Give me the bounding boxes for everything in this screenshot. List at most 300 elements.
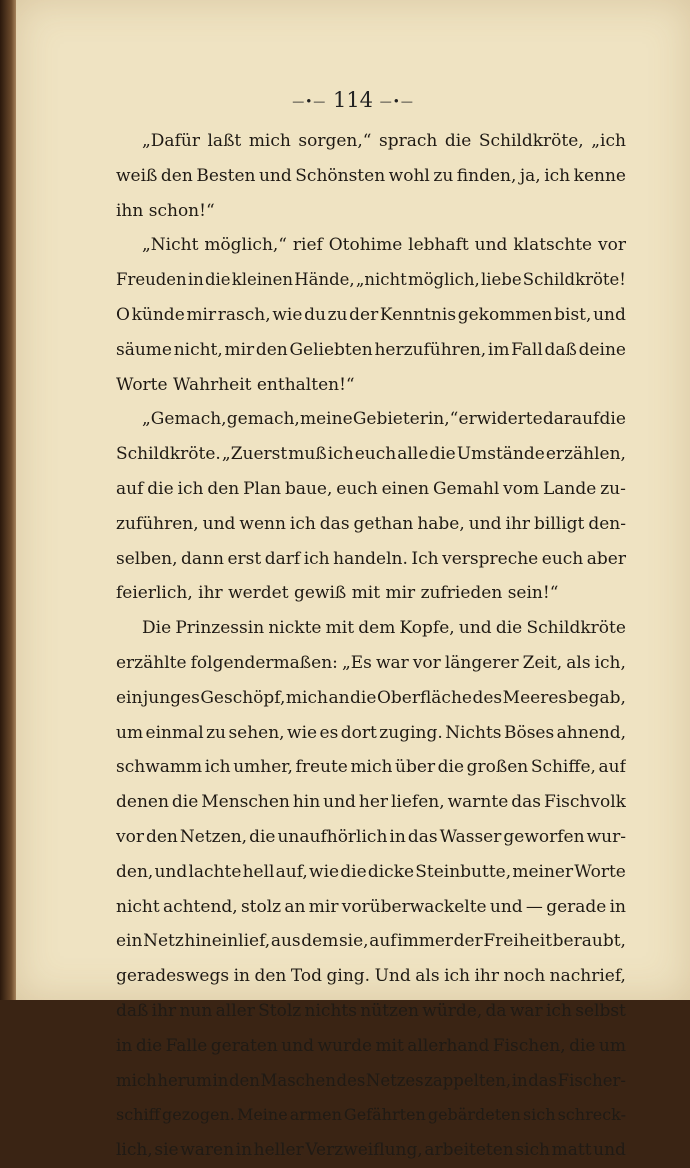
word: die xyxy=(495,618,523,639)
word: Die xyxy=(142,618,172,639)
word: das xyxy=(407,826,438,847)
word: die xyxy=(444,131,472,151)
word: die xyxy=(437,757,465,778)
text-line xyxy=(116,228,626,263)
word: vorüberwackelte xyxy=(341,896,487,917)
word: dort xyxy=(340,722,377,743)
word: klatschte xyxy=(513,235,593,256)
text-line xyxy=(116,785,626,820)
word: nickte xyxy=(268,618,322,639)
word: den xyxy=(145,826,178,847)
word: euch xyxy=(541,548,584,569)
word: und xyxy=(468,513,502,534)
text-line xyxy=(116,959,626,994)
word: waren xyxy=(180,1140,235,1161)
word: der xyxy=(453,931,483,952)
word: Ich xyxy=(411,548,439,569)
word: und xyxy=(474,235,508,256)
text-line xyxy=(116,402,626,437)
word: ihr xyxy=(151,1000,177,1021)
word: in xyxy=(187,270,204,290)
body-text xyxy=(116,124,626,1168)
word: als xyxy=(566,652,591,673)
word: den xyxy=(255,339,288,360)
word: wie xyxy=(272,304,303,325)
word: Netzes xyxy=(365,1070,424,1090)
word: die xyxy=(350,687,377,708)
word: Nichts xyxy=(445,722,502,743)
word: „nicht xyxy=(355,270,407,290)
word: als xyxy=(415,966,440,987)
word: der xyxy=(349,304,379,325)
word: habe, xyxy=(417,513,465,534)
word: gethan xyxy=(353,513,414,534)
text-line xyxy=(116,611,626,646)
word: meine xyxy=(300,409,353,430)
word: den- xyxy=(588,513,626,534)
word: auf, xyxy=(275,861,308,882)
text-line xyxy=(116,924,626,959)
word: erzählte xyxy=(116,652,187,673)
word: mit xyxy=(351,583,386,604)
word: das xyxy=(528,1070,558,1090)
word: vor xyxy=(116,826,144,847)
word: Schildkröte. xyxy=(116,444,221,465)
word: baue, xyxy=(284,478,333,499)
word: aus xyxy=(270,931,301,952)
word: kenne xyxy=(573,165,626,186)
word: schreck- xyxy=(557,1105,626,1125)
word: da xyxy=(485,1000,507,1021)
word: möglich,“ xyxy=(204,235,287,256)
word: mich xyxy=(248,131,291,151)
word: säume xyxy=(116,339,172,360)
word: vom xyxy=(503,478,540,499)
word: handeln. xyxy=(333,548,408,569)
word: finden, xyxy=(456,165,517,186)
text-line xyxy=(116,1064,626,1099)
word: selbst xyxy=(575,1000,626,1021)
word: Schildkröte xyxy=(526,618,626,639)
text-line xyxy=(116,820,626,855)
word: Besten xyxy=(196,165,256,186)
word: des xyxy=(336,1070,366,1090)
word: lebhaft xyxy=(408,235,469,256)
word: Kopfe, xyxy=(399,618,455,639)
word: rasch, xyxy=(217,304,271,325)
word: stolz xyxy=(240,896,282,917)
word: ein xyxy=(116,687,143,708)
word: Gefährten xyxy=(343,1105,426,1125)
word: mir xyxy=(224,339,255,360)
text-line xyxy=(116,159,626,194)
word: Fischvolk xyxy=(543,792,626,813)
word: wie xyxy=(287,722,318,743)
word: auf xyxy=(598,757,626,778)
word: Falle xyxy=(165,1035,208,1056)
text-line xyxy=(116,263,626,298)
word: war xyxy=(375,652,409,673)
word: nützen xyxy=(360,1000,419,1021)
word: rief xyxy=(292,235,323,256)
word: ein xyxy=(116,931,143,952)
word: matt xyxy=(551,1140,592,1161)
word: ich, xyxy=(594,652,626,673)
text-line xyxy=(116,855,626,890)
word: lich, xyxy=(116,1140,153,1161)
text-line xyxy=(116,1133,626,1168)
word: an xyxy=(328,687,350,708)
text-line xyxy=(116,1098,626,1133)
word: längerer xyxy=(444,652,519,673)
word: erzählen, xyxy=(545,444,626,465)
word: zufrieden xyxy=(420,583,508,604)
word: immer xyxy=(397,931,454,952)
word: Schildkröte, xyxy=(478,131,584,151)
word: ging. xyxy=(326,966,371,987)
word: Meine xyxy=(236,1105,288,1125)
word: gebärdeten xyxy=(427,1105,521,1125)
word: kleinen xyxy=(231,270,294,290)
word: des xyxy=(472,687,503,708)
word: daß xyxy=(544,339,577,360)
word: hin xyxy=(292,792,321,813)
word: mit xyxy=(375,1035,404,1056)
word: einmal xyxy=(145,722,204,743)
word: Netz xyxy=(143,931,184,952)
word: Stolz xyxy=(258,1000,302,1021)
word: das xyxy=(511,792,541,813)
word: selben, xyxy=(116,548,178,569)
word: mich xyxy=(350,757,393,778)
word: vor xyxy=(598,235,626,256)
word: in xyxy=(212,1070,229,1090)
word: nichts xyxy=(304,1000,357,1021)
word: Gemahl xyxy=(432,478,500,499)
word: und xyxy=(593,304,626,325)
text-line xyxy=(116,194,626,229)
word: Prinzessin xyxy=(175,618,265,639)
word: Freuden xyxy=(116,270,187,290)
word: darf xyxy=(264,548,301,569)
word: begab, xyxy=(567,687,626,708)
word: geraten xyxy=(210,1035,278,1056)
word: mit xyxy=(325,618,355,639)
word: „Gemach, xyxy=(142,409,227,430)
word: liefen, xyxy=(391,792,445,813)
word: in xyxy=(389,826,406,847)
word: Maschen xyxy=(260,1070,336,1090)
word: ja, xyxy=(519,165,541,186)
word: in xyxy=(116,1035,133,1056)
word: sprach xyxy=(379,131,438,151)
word: Fischen, xyxy=(492,1035,566,1056)
word: „Es xyxy=(341,652,372,673)
word: umher, xyxy=(233,757,293,778)
word: und xyxy=(323,792,356,813)
word: die xyxy=(147,478,174,499)
word: zu xyxy=(327,304,348,325)
word: und xyxy=(593,1140,626,1161)
word: wenn xyxy=(239,513,286,534)
word: laßt xyxy=(207,131,242,151)
word: und xyxy=(258,165,292,186)
word: deine xyxy=(578,339,626,360)
word: vor xyxy=(412,652,441,673)
word: ihr xyxy=(505,513,531,534)
text-line xyxy=(116,368,626,403)
word: aller xyxy=(215,1000,255,1021)
word: um xyxy=(598,1035,626,1056)
word: herzuführen, xyxy=(374,339,487,360)
word: meiner xyxy=(512,861,574,882)
word: wie xyxy=(309,861,340,882)
word: Netzen, xyxy=(179,826,248,847)
word: schon!“ xyxy=(148,200,215,221)
word: Schönsten xyxy=(295,165,386,186)
book-spine-edge xyxy=(0,0,16,1000)
word: es xyxy=(319,722,339,743)
word: Worte xyxy=(116,374,173,395)
word: würde, xyxy=(422,1000,483,1021)
word: geradeswegs xyxy=(116,966,230,987)
word: herum xyxy=(157,1070,212,1090)
word: nun xyxy=(179,1000,213,1021)
word: dem xyxy=(358,618,396,639)
word: Wasser xyxy=(439,826,502,847)
word: schwamm xyxy=(116,757,203,778)
word: sein!“ xyxy=(507,583,559,604)
word: Fall xyxy=(511,339,543,360)
word: erst xyxy=(227,548,262,569)
word: ich xyxy=(444,966,470,987)
word: Meeres xyxy=(502,687,568,708)
word: feierlich, xyxy=(116,583,199,604)
text-line xyxy=(116,576,626,611)
word: Böses xyxy=(503,722,555,743)
text-line xyxy=(116,681,626,716)
word: ihr xyxy=(198,583,229,604)
word: ich xyxy=(177,478,204,499)
word: darauf xyxy=(542,409,600,430)
word: werdet xyxy=(228,583,294,604)
word: achtend, xyxy=(162,896,238,917)
word: mich xyxy=(116,1070,157,1090)
word: — xyxy=(525,896,543,917)
word: auf xyxy=(369,931,397,952)
word: nicht, xyxy=(173,339,223,360)
word: über xyxy=(395,757,436,778)
page-header xyxy=(16,88,690,112)
word: zuging. xyxy=(379,722,443,743)
word: junges xyxy=(142,687,200,708)
word: muß xyxy=(288,444,327,465)
word: den xyxy=(228,1070,260,1090)
word: künde xyxy=(131,304,185,325)
page-number: 114 xyxy=(332,88,374,112)
word: „Dafür xyxy=(142,131,200,151)
word: in xyxy=(233,966,250,987)
word: gerade xyxy=(546,896,607,917)
word: und xyxy=(489,896,523,917)
word: ahnend, xyxy=(556,722,626,743)
word: an xyxy=(284,896,306,917)
text-line xyxy=(116,994,626,1029)
word: her xyxy=(358,792,389,813)
word: Wahrheit xyxy=(172,374,257,395)
word: billigt xyxy=(534,513,585,534)
word: im xyxy=(487,339,510,360)
word: und xyxy=(281,1035,315,1056)
word: war xyxy=(509,1000,543,1021)
word: dann xyxy=(181,548,224,569)
word: den xyxy=(254,966,287,987)
word: Tod xyxy=(290,966,323,987)
word: die xyxy=(135,1035,163,1056)
word: Freiheit xyxy=(483,931,553,952)
word: alle xyxy=(397,444,429,465)
word: um xyxy=(116,722,144,743)
text-line xyxy=(116,472,626,507)
word: geworfen xyxy=(503,826,585,847)
word: Worte xyxy=(574,861,626,882)
text-line xyxy=(116,716,626,751)
word: in xyxy=(235,1140,253,1161)
word: sich xyxy=(522,1105,556,1125)
word: das xyxy=(319,513,350,534)
text-line xyxy=(116,298,626,333)
text-line xyxy=(116,507,626,542)
text-line xyxy=(116,437,626,472)
word: Verzweiflung, xyxy=(305,1140,423,1161)
word: Fischer- xyxy=(557,1070,626,1090)
word: denen xyxy=(116,792,169,813)
word: daß xyxy=(116,1000,149,1021)
word: in xyxy=(609,896,626,917)
word: und xyxy=(202,513,236,534)
word: die xyxy=(569,1035,596,1056)
word: bist, xyxy=(554,304,592,325)
word: hell xyxy=(242,861,275,882)
word: nachrief, xyxy=(549,966,626,987)
word: hineinlief, xyxy=(184,931,271,952)
word: gezogen. xyxy=(162,1105,235,1125)
word: und xyxy=(154,861,188,882)
book-page xyxy=(16,0,690,1161)
header-ornament-right: —•— xyxy=(379,94,414,109)
word: die xyxy=(429,444,456,465)
word: Plan xyxy=(243,478,282,499)
word: Und xyxy=(374,966,411,987)
word: den xyxy=(160,165,193,186)
word: Zeit, xyxy=(522,652,563,673)
word: folgendermaßen: xyxy=(190,652,338,673)
word: ihn xyxy=(116,200,149,221)
word: armen xyxy=(289,1105,342,1125)
word: erwiderte xyxy=(458,409,543,430)
word: Schiffe, xyxy=(530,757,596,778)
word: mich xyxy=(285,687,328,708)
word: möglich, xyxy=(407,270,480,290)
word: die xyxy=(204,270,231,290)
word: unaufhörlich xyxy=(277,826,388,847)
word: den, xyxy=(116,861,154,882)
word: zappelten, xyxy=(424,1070,512,1090)
word: liebe xyxy=(480,270,522,290)
word: Otohime xyxy=(328,235,403,256)
word: sie xyxy=(154,1140,179,1161)
word: gemach, xyxy=(226,409,300,430)
text-line xyxy=(116,646,626,681)
word: die xyxy=(171,792,199,813)
word: O xyxy=(116,304,130,325)
word: zuführen, xyxy=(116,513,199,534)
word: verspreche xyxy=(442,548,539,569)
word: ich xyxy=(289,513,316,534)
text-line xyxy=(116,1029,626,1064)
text-line xyxy=(116,124,626,159)
word: sorgen,“ xyxy=(298,131,372,151)
word: Gebieterin,“ xyxy=(352,409,459,430)
word: die xyxy=(340,861,367,882)
word: Geliebten xyxy=(289,339,373,360)
word: den xyxy=(207,478,240,499)
word: mir xyxy=(385,583,421,604)
word: Lande xyxy=(542,478,597,499)
word: ich xyxy=(204,757,231,778)
header-ornament-left: —•— xyxy=(292,94,327,109)
word: schiff xyxy=(116,1105,160,1125)
word: gewiß xyxy=(293,583,352,604)
word: du xyxy=(304,304,326,325)
word: dem xyxy=(301,931,339,952)
word: ihr xyxy=(474,966,499,987)
word: gekommen xyxy=(457,304,553,325)
word: dicke xyxy=(367,861,415,882)
text-line xyxy=(116,542,626,577)
word: allerhand xyxy=(407,1035,490,1056)
word: die xyxy=(599,409,626,430)
word: Umstände xyxy=(456,444,545,465)
word: noch xyxy=(503,966,546,987)
word: großen xyxy=(466,757,529,778)
text-line xyxy=(116,890,626,925)
word: beraubt, xyxy=(552,931,626,952)
word: wurde xyxy=(317,1035,373,1056)
word: zu- xyxy=(600,478,626,499)
word: in xyxy=(511,1070,528,1090)
word: ich xyxy=(546,1000,572,1021)
word: und xyxy=(458,618,492,639)
word: arbeiteten xyxy=(424,1140,514,1161)
word: Kenntnis xyxy=(379,304,457,325)
word: wur- xyxy=(586,826,626,847)
word: enthalten!“ xyxy=(256,374,355,395)
word: mir xyxy=(186,304,217,325)
word: lachte xyxy=(188,861,242,882)
word: ich xyxy=(544,165,571,186)
word: weiß xyxy=(116,165,158,186)
word: euch xyxy=(354,444,397,465)
word: wohl xyxy=(388,165,430,186)
word: „ich xyxy=(591,131,626,151)
word: Steinbutte, xyxy=(415,861,512,882)
word: „Nicht xyxy=(142,235,199,256)
word: freute xyxy=(295,757,348,778)
word: „Zuerst xyxy=(221,444,288,465)
word: zu xyxy=(433,165,454,186)
word: heller xyxy=(253,1140,304,1161)
